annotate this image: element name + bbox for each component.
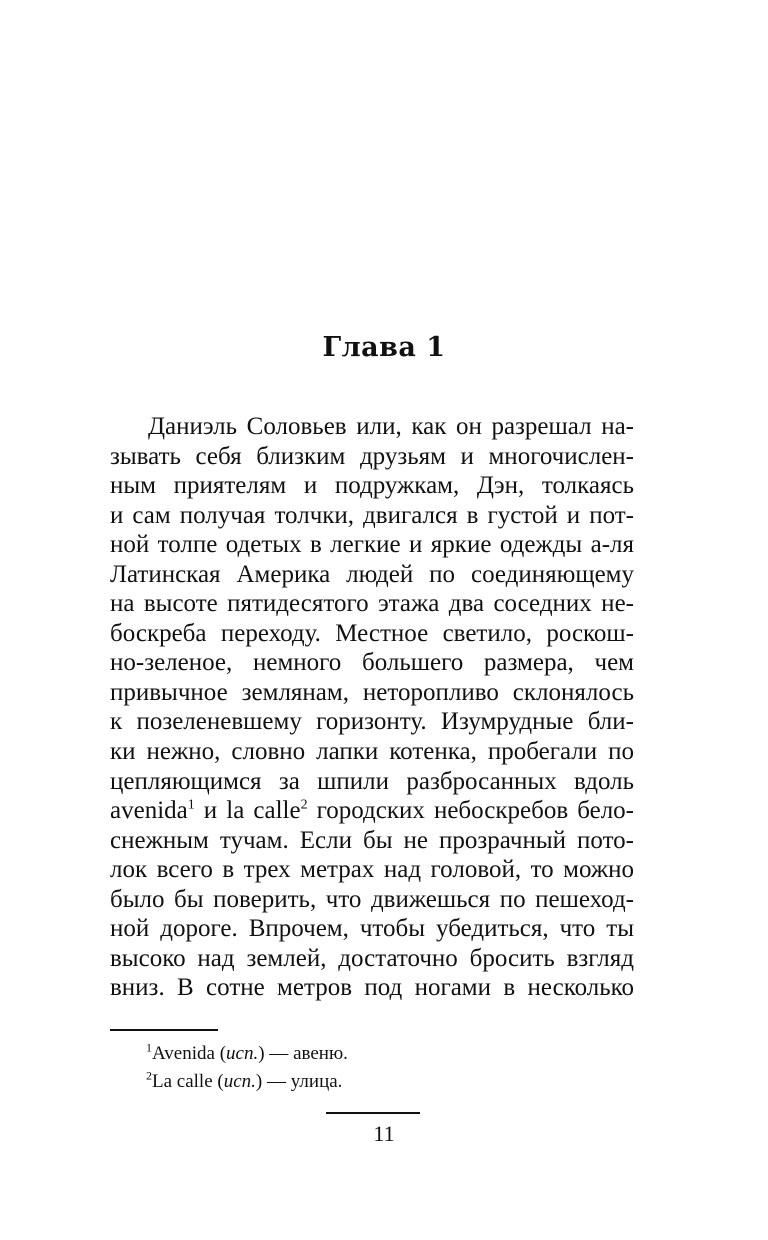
text-line: было бы поверить, что движешься по пешеход- [110, 885, 634, 913]
text-line: лок всего в трех метрах над головой, то можно [110, 856, 634, 884]
text-line: и сам получая толчки, двигался в густой и пот- [110, 501, 634, 529]
text-line: ки нежно, словно лапки котенка, пробегали по [110, 738, 634, 766]
footnote-gloss: авеню. [293, 1043, 348, 1064]
text-line: вниз. В сотне метров под ногами в несколько [110, 974, 634, 1002]
footnote: $^1$Avenida (исп.) — авеню. [146, 1040, 348, 1064]
footnote-ref[interactable]: 2 [300, 797, 308, 813]
footnotes [146, 1040, 348, 1096]
text-fragment: городских небоскребов бело- [307, 797, 634, 825]
page-number-divider [326, 1112, 420, 1114]
text-line: зывать себя близким друзьям и многочислен- [110, 442, 634, 470]
text-line: Даниэль Соловьев или, как он разрешал на- [148, 413, 634, 440]
footnote-ref[interactable]: 1 [187, 797, 195, 813]
text-fragment: и [194, 797, 227, 825]
text-line: боскреба переходу. Местное светило, роскош- [110, 619, 634, 647]
text-line: но-зеленое, немного большего размера, чем [110, 649, 634, 677]
text-line: ной дороге. Впрочем, чтобы убедиться, что ты [110, 915, 634, 943]
footnote-term: La calle [152, 1071, 213, 1092]
footnote-language: исп. [223, 1071, 256, 1092]
body-text [110, 412, 634, 1003]
text-line: к позеленевшему горизонту. Изумрудные бли- [110, 708, 634, 736]
footnote-gloss: улица. [290, 1071, 343, 1092]
chapter-title: Глава 1 [322, 332, 446, 363]
text-line: привычное землянам, неторопливо склонялось [110, 678, 634, 706]
text-line: ным приятелям и подружкам, Дэн, толкаясь [110, 472, 634, 500]
text-line-with-footnote-refs [110, 796, 634, 826]
text-line: на высоте пятидесятого этажа два соседних не- [110, 590, 634, 618]
footnote-number: 2 [146, 1068, 152, 1083]
page-number: 11 [373, 1121, 395, 1146]
footnote-language: исп. [226, 1043, 259, 1064]
footnote-term: Avenida [152, 1043, 215, 1064]
text-line: цепляющимся за шпили разбросанных вдоль [110, 767, 634, 795]
text-line: снежным тучам. Если бы не прозрачный пото- [110, 826, 634, 854]
text-line: Латинская Америка людей по соединяющему [110, 560, 634, 588]
footnote-divider [110, 1029, 218, 1031]
footnote-number: 1 [146, 1040, 152, 1055]
text-line: ной толпе одетых в легкие и яркие одежды а-ля [110, 531, 634, 559]
text-line: высоко над землей, достаточно бросить взгляд [110, 944, 634, 972]
foreign-word: la calle [226, 797, 301, 825]
footnote: $^2$La calle (исп.) — улица. [146, 1068, 343, 1092]
foreign-word: avenida [110, 797, 188, 825]
